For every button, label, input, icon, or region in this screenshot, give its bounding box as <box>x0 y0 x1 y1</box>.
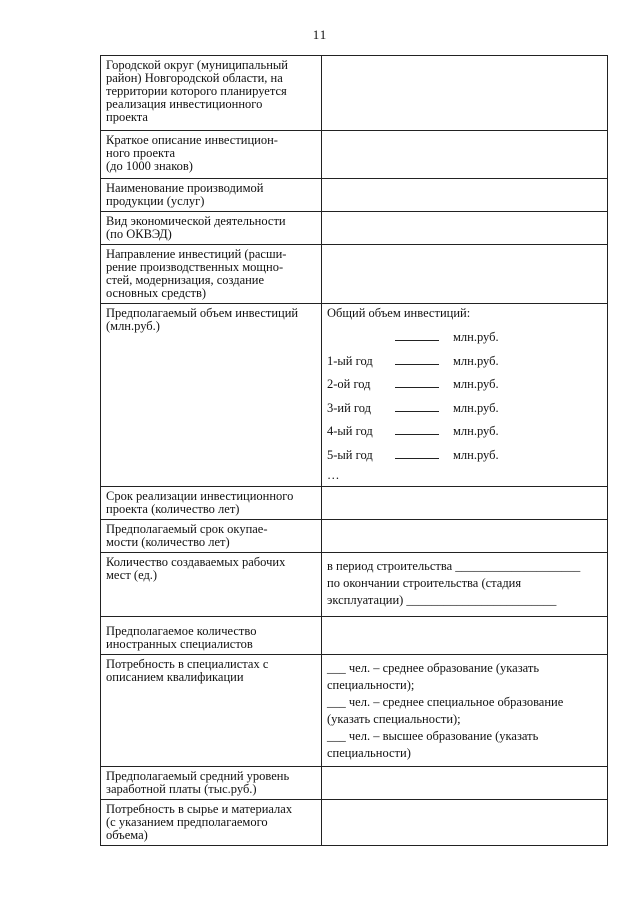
table-row <box>101 553 608 617</box>
investment-year-row: 4-ый год млн.руб. <box>327 424 499 438</box>
label-specialists-need: Потребность в специалистах с описанием квалификации <box>101 655 322 767</box>
label-investment-direction: Направление инвестиций (расши- рение производственных мощно- стей, модернизация, создание основных средств) <box>101 245 322 304</box>
value-product-name[interactable] <box>322 179 608 212</box>
investment-total-blank[interactable] <box>395 329 439 341</box>
investment-year-row: 2-ой год млн.руб. <box>327 377 499 391</box>
label-implementation-period: Срок реализации инвестиционного проекта (количество лет) <box>101 487 322 520</box>
investment-volume-block <box>322 304 608 487</box>
label-project-description: Краткое описание инвестицион- ного проекта (до 1000 знаков) <box>101 131 322 179</box>
label-municipality: Городской округ (муниципальный район) Новгородской области, на территории которого планируется реализация инвестиционного проекта <box>101 56 322 131</box>
label-product-name: Наименование производимой продукции (услуг) <box>101 179 322 212</box>
page-number: 11 <box>312 27 328 42</box>
table-row <box>101 767 608 800</box>
value-project-description[interactable] <box>322 131 608 179</box>
value-municipality[interactable] <box>322 56 608 131</box>
investment-year-3-blank[interactable] <box>395 400 439 412</box>
specialists-need-block[interactable]: ___ чел. – среднее образование (указать специальности); ___ чел. – среднее специальное образование (указать специальности); ___ чел. – высшее образование (указать специальности) <box>322 655 608 767</box>
investment-year-1-blank[interactable] <box>395 353 439 365</box>
table-row <box>101 131 608 179</box>
value-okved[interactable] <box>322 212 608 245</box>
table-row <box>101 245 608 304</box>
label-average-salary: Предполагаемый средний уровень заработной платы (тыс.руб.) <box>101 767 322 800</box>
investment-ellipsis: … <box>327 468 340 482</box>
table-row <box>101 487 608 520</box>
table-row <box>101 520 608 553</box>
table-row <box>101 56 608 131</box>
jobs-operation: по окончании строительства (стадия <box>327 576 522 590</box>
investment-year-row: 3-ий год млн.руб. <box>327 400 499 415</box>
investment-year-4-blank[interactable] <box>395 423 439 435</box>
investment-year-row: 1-ый год млн.руб. <box>327 353 499 368</box>
table-row <box>101 179 608 212</box>
value-implementation-period[interactable] <box>322 487 608 520</box>
label-jobs-count: Количество создаваемых рабочих мест (ед.) <box>101 553 322 617</box>
table-row <box>101 304 608 487</box>
investment-year-5-blank[interactable] <box>395 447 439 459</box>
table-row <box>101 800 608 846</box>
label-payback-period: Предполагаемый срок окупае- мости (количество лет) <box>101 520 322 553</box>
table-row <box>101 212 608 245</box>
table-row <box>101 617 608 655</box>
table-row <box>101 655 608 767</box>
investment-project-form-table <box>100 55 608 846</box>
value-foreign-specialists[interactable] <box>322 617 608 655</box>
investment-total-row: млн.руб. <box>327 329 602 353</box>
jobs-construction: в период строительства ____________________ <box>327 559 581 573</box>
jobs-operation-cont: эксплуатации) ________________________ <box>327 593 557 607</box>
jobs-count-block[interactable] <box>322 553 608 617</box>
label-raw-materials: Потребность в сырье и материалах (с указанием предполагаемого объема) <box>101 800 322 846</box>
value-payback-period[interactable] <box>322 520 608 553</box>
investment-year-row: 5-ый год млн.руб. <box>327 447 499 462</box>
investment-total-title: Общий объем инвестиций: <box>327 306 471 320</box>
value-investment-direction[interactable] <box>322 245 608 304</box>
label-okved: Вид экономической деятельности (по ОКВЭД) <box>101 212 322 245</box>
label-investment-volume: Предполагаемый объем инвестиций (млн.руб.) <box>101 304 322 487</box>
value-average-salary[interactable] <box>322 767 608 800</box>
investment-year-2-blank[interactable] <box>395 376 439 388</box>
label-foreign-specialists: Предполагаемое количество иностранных специалистов <box>101 617 322 655</box>
value-raw-materials[interactable] <box>322 800 608 846</box>
